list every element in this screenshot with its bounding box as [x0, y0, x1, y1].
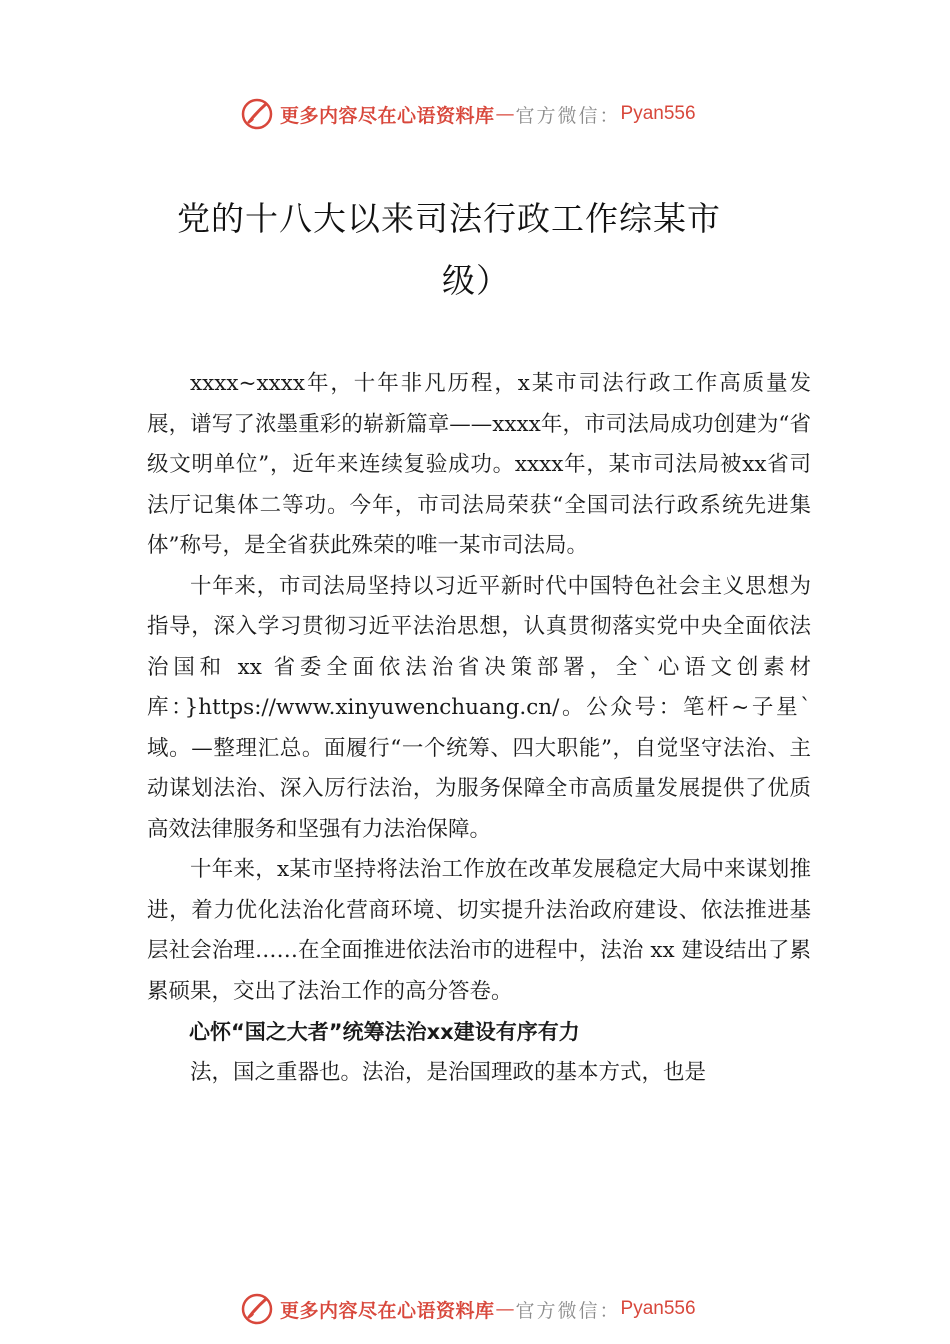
watermark-prefix: 更多内容尽在心语资料库 — [280, 1299, 495, 1322]
section-heading: 心怀“国之大者”统筹法治xx建设有序有力 — [189, 1020, 580, 1044]
paragraph-1: xxxx~xxxx年，十年非凡历程，x某市司法行政工作高质量发展，谱写了浓墨重彩的崭新篇章——xxxx年，市司法局成功创建为“省级文明单位”，近年来连续复验成功。xxxx年，某市司法局被xx省司法厅记集体二等功。今年，市司法局荣获“全国司法行政系统先进集体”称号，是全省获此殊荣的唯一某市司法局。 — [147, 371, 811, 558]
document-title-line2: 级） — [442, 261, 510, 300]
watermark-label: 官方微信： — [515, 1299, 621, 1322]
watermark-label: 官方微信： — [515, 104, 621, 127]
brush-logo-icon — [240, 1292, 274, 1326]
paragraph-3: 十年来，x某市坚持将法治工作放在改革发展稳定大局中来谋划推进，着力优化法治化营商环境、切实提升法治政府建设、依法推进基层社会治理……在全面推进依法治市的进程中，法治 xx 建设结出了累累硕果，交出了法治工作的高分答卷。 — [147, 857, 811, 1004]
paragraph-2: 十年来，市司法局坚持以习近平新时代中国特色社会主义思想为指导，深入学习贯彻习近平法治思想，认真贯彻落实党中央全面依法治国和 xx 省委全面依法治省决策部署，全`心语文创素材库：}https://www.xinyuwenchuang.cn/。公众号：笔杆~子星`域。—整理汇总。面履行“一个统筹、四大职能”，自觉坚守法治、主动谋划法治、深入厉行法治，为服务保障全市高质量发展提供了优质高效法律服务和坚强有力法治保障。 — [147, 573, 811, 842]
watermark-dash: — — [495, 1298, 515, 1320]
watermark-dash: — — [495, 103, 515, 125]
header-watermark — [240, 96, 696, 132]
watermark-prefix: 更多内容尽在心语资料库 — [280, 104, 495, 127]
paragraph-4: 法，国之重器也。法治，是治国理政的基本方式，也是 — [190, 1059, 707, 1085]
document-body — [147, 364, 811, 1093]
footer-watermark — [240, 1291, 696, 1327]
brush-logo-icon — [240, 97, 274, 131]
document-title-line1: 党的十八大以来司法行政工作综某市 — [177, 199, 721, 238]
watermark-wechat-id: Pyan556 — [620, 1298, 696, 1319]
watermark-wechat-id: Pyan556 — [620, 103, 696, 124]
